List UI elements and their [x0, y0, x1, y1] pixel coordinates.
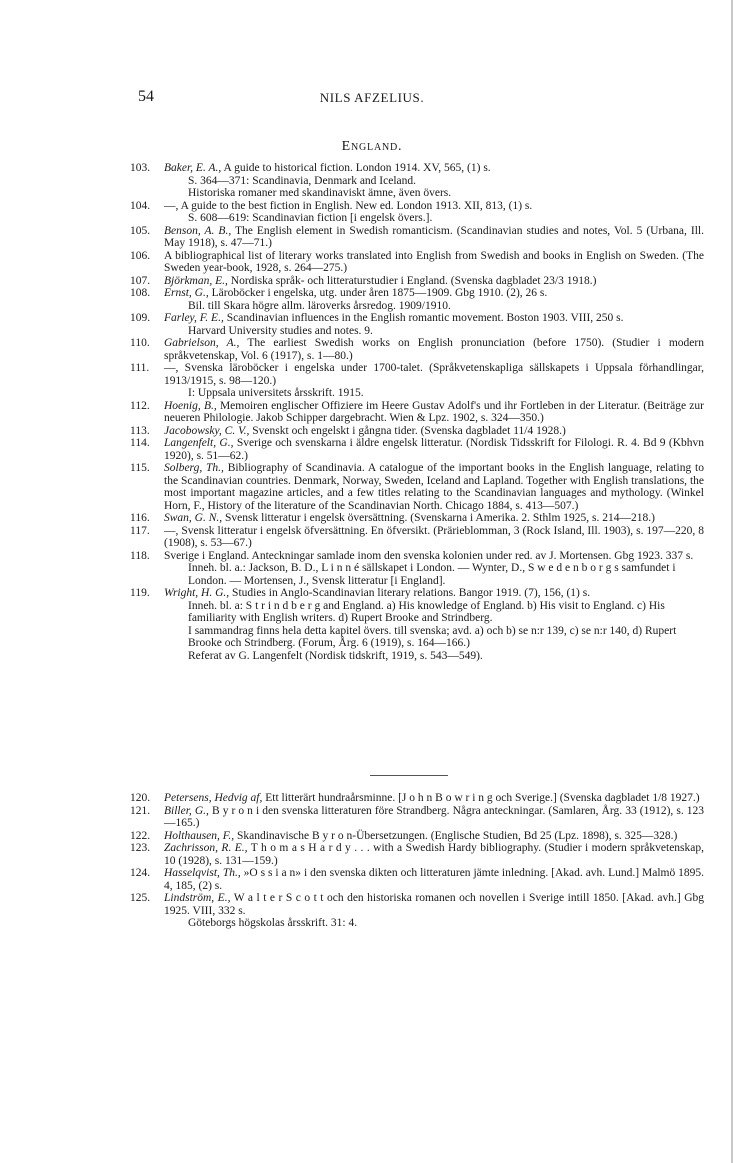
entry-number: 108. — [130, 287, 151, 299]
entry-main-line — [164, 200, 704, 213]
bibliography-entry — [130, 437, 704, 462]
entry-number: 112. — [130, 399, 150, 412]
entry-author: Gabrielson, A., — [164, 337, 240, 349]
entry-main-line — [164, 842, 704, 867]
entry-main-line — [164, 362, 704, 387]
entry-text: T h o m a s H a r d y . . . with a Swedish Hardy bibliography. (Studier i modern språkvetenskap, 10 (1928), s. 131—159.) — [164, 842, 704, 867]
entry-author: Solberg, Th., — [164, 462, 224, 474]
bibliography-list-continued — [130, 792, 704, 930]
entry-main-line — [164, 830, 704, 843]
bibliography-entry — [130, 842, 704, 867]
entry-note: S. 364—371: Scandinavia, Denmark and Iceland. — [188, 174, 417, 187]
entry-body — [164, 400, 704, 425]
entry-text: Scandinavian influences in the English romantic movement. Boston 1903. VIII, 250 s. — [226, 312, 624, 324]
entry-body — [164, 287, 704, 312]
entry-main-line — [164, 425, 704, 438]
entry-text: Sverige i England. Anteckningar samlade inom den svenska kolonien under red. av J. Mortensen. Gbg 1923. 337 s. — [164, 549, 694, 562]
entry-note: I sammandrag finns hela detta kapitel övers. till svenska; avd. a) och b) se n:r 139, c) se n:r 140, d) Rupert Brooke och Strindberg. (Forum, Årg. 6 (1919), s. 164—166.) — [188, 624, 677, 649]
bibliography-entry — [130, 792, 704, 805]
bibliography-entry — [130, 462, 704, 512]
entry-number: 104. — [130, 199, 151, 212]
entry-text: »O s s i a n» i den svenska dikten och litteraturen jämte inledning. [Akad. avh. Lund.] Malmö 1895. 4, 185, (2) s. — [164, 867, 704, 892]
bibliography-entry — [130, 892, 704, 930]
entry-note: S. 608—619: Scandinavian fiction [i engelsk övers.]. — [188, 212, 433, 224]
entry-number: 106. — [130, 249, 151, 262]
entry-author: Langenfelt, G., — [164, 437, 234, 449]
entry-text: Svensk litteratur i engelsk översättning. (Svenskarna i Amerika. 2. Sthlm 1925, s. 214—218.) — [225, 512, 655, 524]
entry-number: 103. — [130, 162, 151, 174]
entry-body — [164, 362, 704, 400]
entry-text: A bibliographical list of literary works translated into English from Swedish and books in English on Sweden. (The Sweden year-book, 1928, s. 264—275.) — [164, 249, 704, 274]
bibliography-entry — [130, 162, 704, 200]
entry-text: —, Svenska läroböcker i engelska under 1700-talet. (Språkvetenskapliga sällskapets i Uppsala förhandlingar, 1913/1915, s. 98—120.) — [164, 362, 704, 387]
bibliography-entry — [130, 250, 704, 275]
bibliography-entry — [130, 525, 704, 550]
entry-main-line — [164, 512, 704, 525]
entry-text: W a l t e r S c o t t och den historiska romanen och novellen i Sverige intill 1850. [Akad. avh.] Gbg 1925. VIII, 332 s. — [164, 892, 704, 917]
entry-body — [164, 867, 704, 892]
entry-number: 121. — [130, 804, 151, 817]
entry-body — [164, 525, 704, 550]
entry-number: 116. — [130, 512, 150, 524]
entry-body — [164, 225, 704, 250]
entry-main-line — [164, 400, 704, 425]
entry-text: Sverige och svenskarna i äldre engelsk litteratur. (Nordisk Tidsskrift for Filologi. R. 4. Bd 9 (Kbhvn 1920), s. 51—62.) — [164, 437, 705, 462]
entry-number: 107. — [130, 274, 151, 287]
entry-note: I: Uppsala universitets årsskrift. 1915. — [188, 387, 364, 399]
entry-body — [164, 830, 704, 843]
entry-main-line — [164, 792, 704, 805]
entry-note: Historiska romaner med skandinaviskt ämne, även övers. — [188, 187, 452, 199]
bibliography-entry — [130, 200, 704, 225]
entry-text: The earliest Swedish works on English pronunciation (before 1750). (Studier i modern språkvetenskap, Vol. 6 (1917), s. 1—80.) — [164, 337, 704, 362]
bibliography-entry — [130, 867, 704, 892]
entry-main-line — [164, 250, 704, 275]
entry-note: Referat av G. Langenfelt (Nordisk tidskrift, 1919, s. 543—549). — [188, 649, 483, 662]
entry-author: Hasselqvist, Th., — [164, 867, 241, 879]
bibliography-list — [130, 162, 704, 662]
entry-body — [164, 250, 704, 275]
entry-text: Nordiska språk- och litteraturstudier i England. (Svenska dagbladet 23/3 1918.) — [230, 274, 597, 287]
page-number: 54 — [138, 88, 154, 105]
entry-note: Göteborgs högskolas årsskrift. 31: 4. — [188, 917, 358, 929]
entry-text: Läroböcker i engelska, utg. under åren 1875—1909. Gbg 1910. (2), 26 s. — [211, 287, 548, 299]
entry-number: 120. — [130, 792, 151, 804]
entry-note: Harvard University studies and notes. 9. — [188, 324, 373, 337]
entry-author: Benson, A. B., — [164, 224, 232, 237]
bibliography-entry — [130, 287, 704, 312]
entry-number: 111. — [130, 362, 150, 374]
bibliography-entry — [130, 425, 704, 438]
entry-author: Baker, E. A., — [164, 162, 222, 174]
bibliography-entry — [130, 512, 704, 525]
entry-main-line — [164, 550, 704, 563]
entry-text: Skandinavische B y r o n-Übersetzungen. (Englische Studien, Bd 25 (Lpz. 1898), s. 325—328.) — [236, 829, 678, 842]
entry-note: Bil. till Skara högre allm. läroverks årsredog. 1909/1910. — [188, 299, 451, 312]
section-divider — [370, 775, 448, 776]
entry-number: 117. — [130, 524, 150, 537]
entry-main-line — [164, 275, 704, 288]
entry-author: Holthausen, F., — [164, 829, 235, 842]
entry-text: Bibliography of Scandinavia. A catalogue of the important books in the English language, relating to the Scandinavian countries. Denmark, Norway, Sweden, Iceland and Lapland. Together with English translations, the most important magazine articles, and a few titles relating to the Scandinavian languages and mythology. (Winkel Horn, F., History of the literature of the Scandinavian North. Chicago 1884, s. 413—507.) — [164, 462, 704, 512]
entry-text: —, A guide to the best fiction in English. New ed. London 1913. XII, 813, (1) s. — [164, 199, 533, 212]
entry-number: 123. — [130, 842, 151, 854]
entry-text: Ett litterärt hundraårsminne. [J o h n B o w r i n g och Sverige.] (Svenska dagbladet 1/8 1927.) — [265, 792, 700, 804]
entry-text: A guide to historical fiction. London 1914. XV, 565, (1) s. — [223, 162, 491, 174]
entry-author: Farley, F. E., — [164, 312, 224, 324]
bibliography-entry — [130, 225, 704, 250]
running-head: NILS AFZELIUS. — [319, 90, 425, 105]
entry-body — [164, 842, 704, 867]
entry-number: 114. — [130, 437, 150, 449]
entry-main-line — [164, 162, 704, 175]
entry-main-line — [164, 287, 704, 300]
entry-body — [164, 792, 704, 805]
entry-author: Zachrisson, R. E., — [164, 842, 248, 854]
entry-body — [164, 200, 704, 225]
entry-body — [164, 587, 704, 662]
entry-main-line — [164, 437, 704, 462]
entry-body — [164, 892, 704, 930]
entry-author: Lindström, E., — [164, 892, 231, 904]
entry-main-line — [164, 225, 704, 250]
entry-main-line — [164, 337, 704, 362]
entry-body — [164, 805, 704, 830]
entry-author: Ernst, G., — [164, 287, 209, 299]
entry-author: Wright, H. G., — [164, 587, 230, 599]
entry-main-line — [164, 587, 704, 600]
bibliography-entry — [130, 830, 704, 843]
entry-author: Petersens, Hedvig af, — [164, 792, 263, 804]
entry-number: 105. — [130, 224, 151, 237]
bibliography-entry — [130, 275, 704, 288]
entry-text: Studies in Anglo-Scandinavian literary relations. Bangor 1919. (7), 156, (1) s. — [232, 587, 591, 599]
entry-number: 115. — [130, 462, 150, 474]
entry-number: 125. — [130, 892, 151, 904]
entry-body — [164, 337, 704, 362]
entry-main-line — [164, 312, 704, 325]
entry-number: 113. — [130, 424, 150, 437]
entry-main-line — [164, 525, 704, 550]
entry-author: Swan, G. N., — [164, 512, 223, 524]
entry-number: 124. — [130, 867, 151, 879]
entry-text: Svenskt och engelskt i gångna tider. (Svenska dagbladet 11/4 1928.) — [252, 424, 566, 437]
entry-main-line — [164, 867, 704, 892]
entry-text: Memoiren englischer Offiziere im Heere Gustav Adolf's und ihr Fortleben in der Literatur. (Beiträge zur neueren Philologie. Jakob Schipper dargebracht. Wien & Lpz. 1902, s. 324—350.) — [164, 399, 704, 424]
entry-text: —, Svensk litteratur i engelsk öfversättning. En öfversikt. (Prärieblomman, 3 (Rock Island, Ill. 1903), s. 197—220, 8 (1908), s. 53—67.) — [164, 524, 704, 549]
entry-number: 118. — [130, 549, 150, 562]
entry-note: Inneh. bl. a: S t r i n d b e r g and England. a) His knowledge of England. b) His visit to England. c) His familiarity with English writers. d) Rupert Brooke and Strindberg. — [188, 599, 665, 624]
entry-body — [164, 437, 704, 462]
entry-body — [164, 462, 704, 512]
entry-text: The English element in Swedish romanticism. (Scandinavian studies and notes, Vol. 5 (Urbana, Ill. May 1918), s. 47—71.) — [164, 224, 704, 249]
entry-body — [164, 275, 704, 288]
entry-main-line — [164, 892, 704, 917]
entry-author: Björkman, E., — [164, 274, 228, 287]
entry-note: Inneh. bl. a.: Jackson, B. D., L i n n é sällskapet i London. — Wynter, D., S w e d e n b o r g s samfundet i London. — Mortensen, J., Svensk litteratur [i England]. — [188, 562, 676, 587]
entry-body — [164, 162, 704, 200]
entry-body — [164, 425, 704, 438]
bibliography-entry — [130, 587, 704, 662]
entry-number: 109. — [130, 312, 151, 324]
entry-number: 110. — [130, 337, 150, 349]
entry-body — [164, 550, 704, 588]
entry-body — [164, 512, 704, 525]
entry-body — [164, 312, 704, 337]
entry-main-line — [164, 805, 704, 830]
entry-number: 119. — [130, 587, 150, 599]
entry-author: Jacobowsky, C. V., — [164, 424, 250, 437]
bibliography-entry — [130, 805, 704, 830]
bibliography-entry — [130, 337, 704, 362]
bibliography-entry — [130, 312, 704, 337]
entry-author: Hoenig, B., — [164, 399, 217, 412]
entry-main-line — [164, 462, 704, 512]
entry-text: B y r o n i den svenska litteraturen före Strandberg. Några anteckningar. (Samlaren, Årg. 33 (1912), s. 123—165.) — [164, 804, 704, 829]
entry-number: 122. — [130, 829, 151, 842]
bibliography-entry — [130, 362, 704, 400]
entry-author: Biller, G., — [164, 804, 209, 817]
bibliography-entry — [130, 400, 704, 425]
page-edge — [731, 0, 733, 1163]
section-title: England. — [341, 139, 403, 154]
bibliography-entry — [130, 550, 704, 588]
